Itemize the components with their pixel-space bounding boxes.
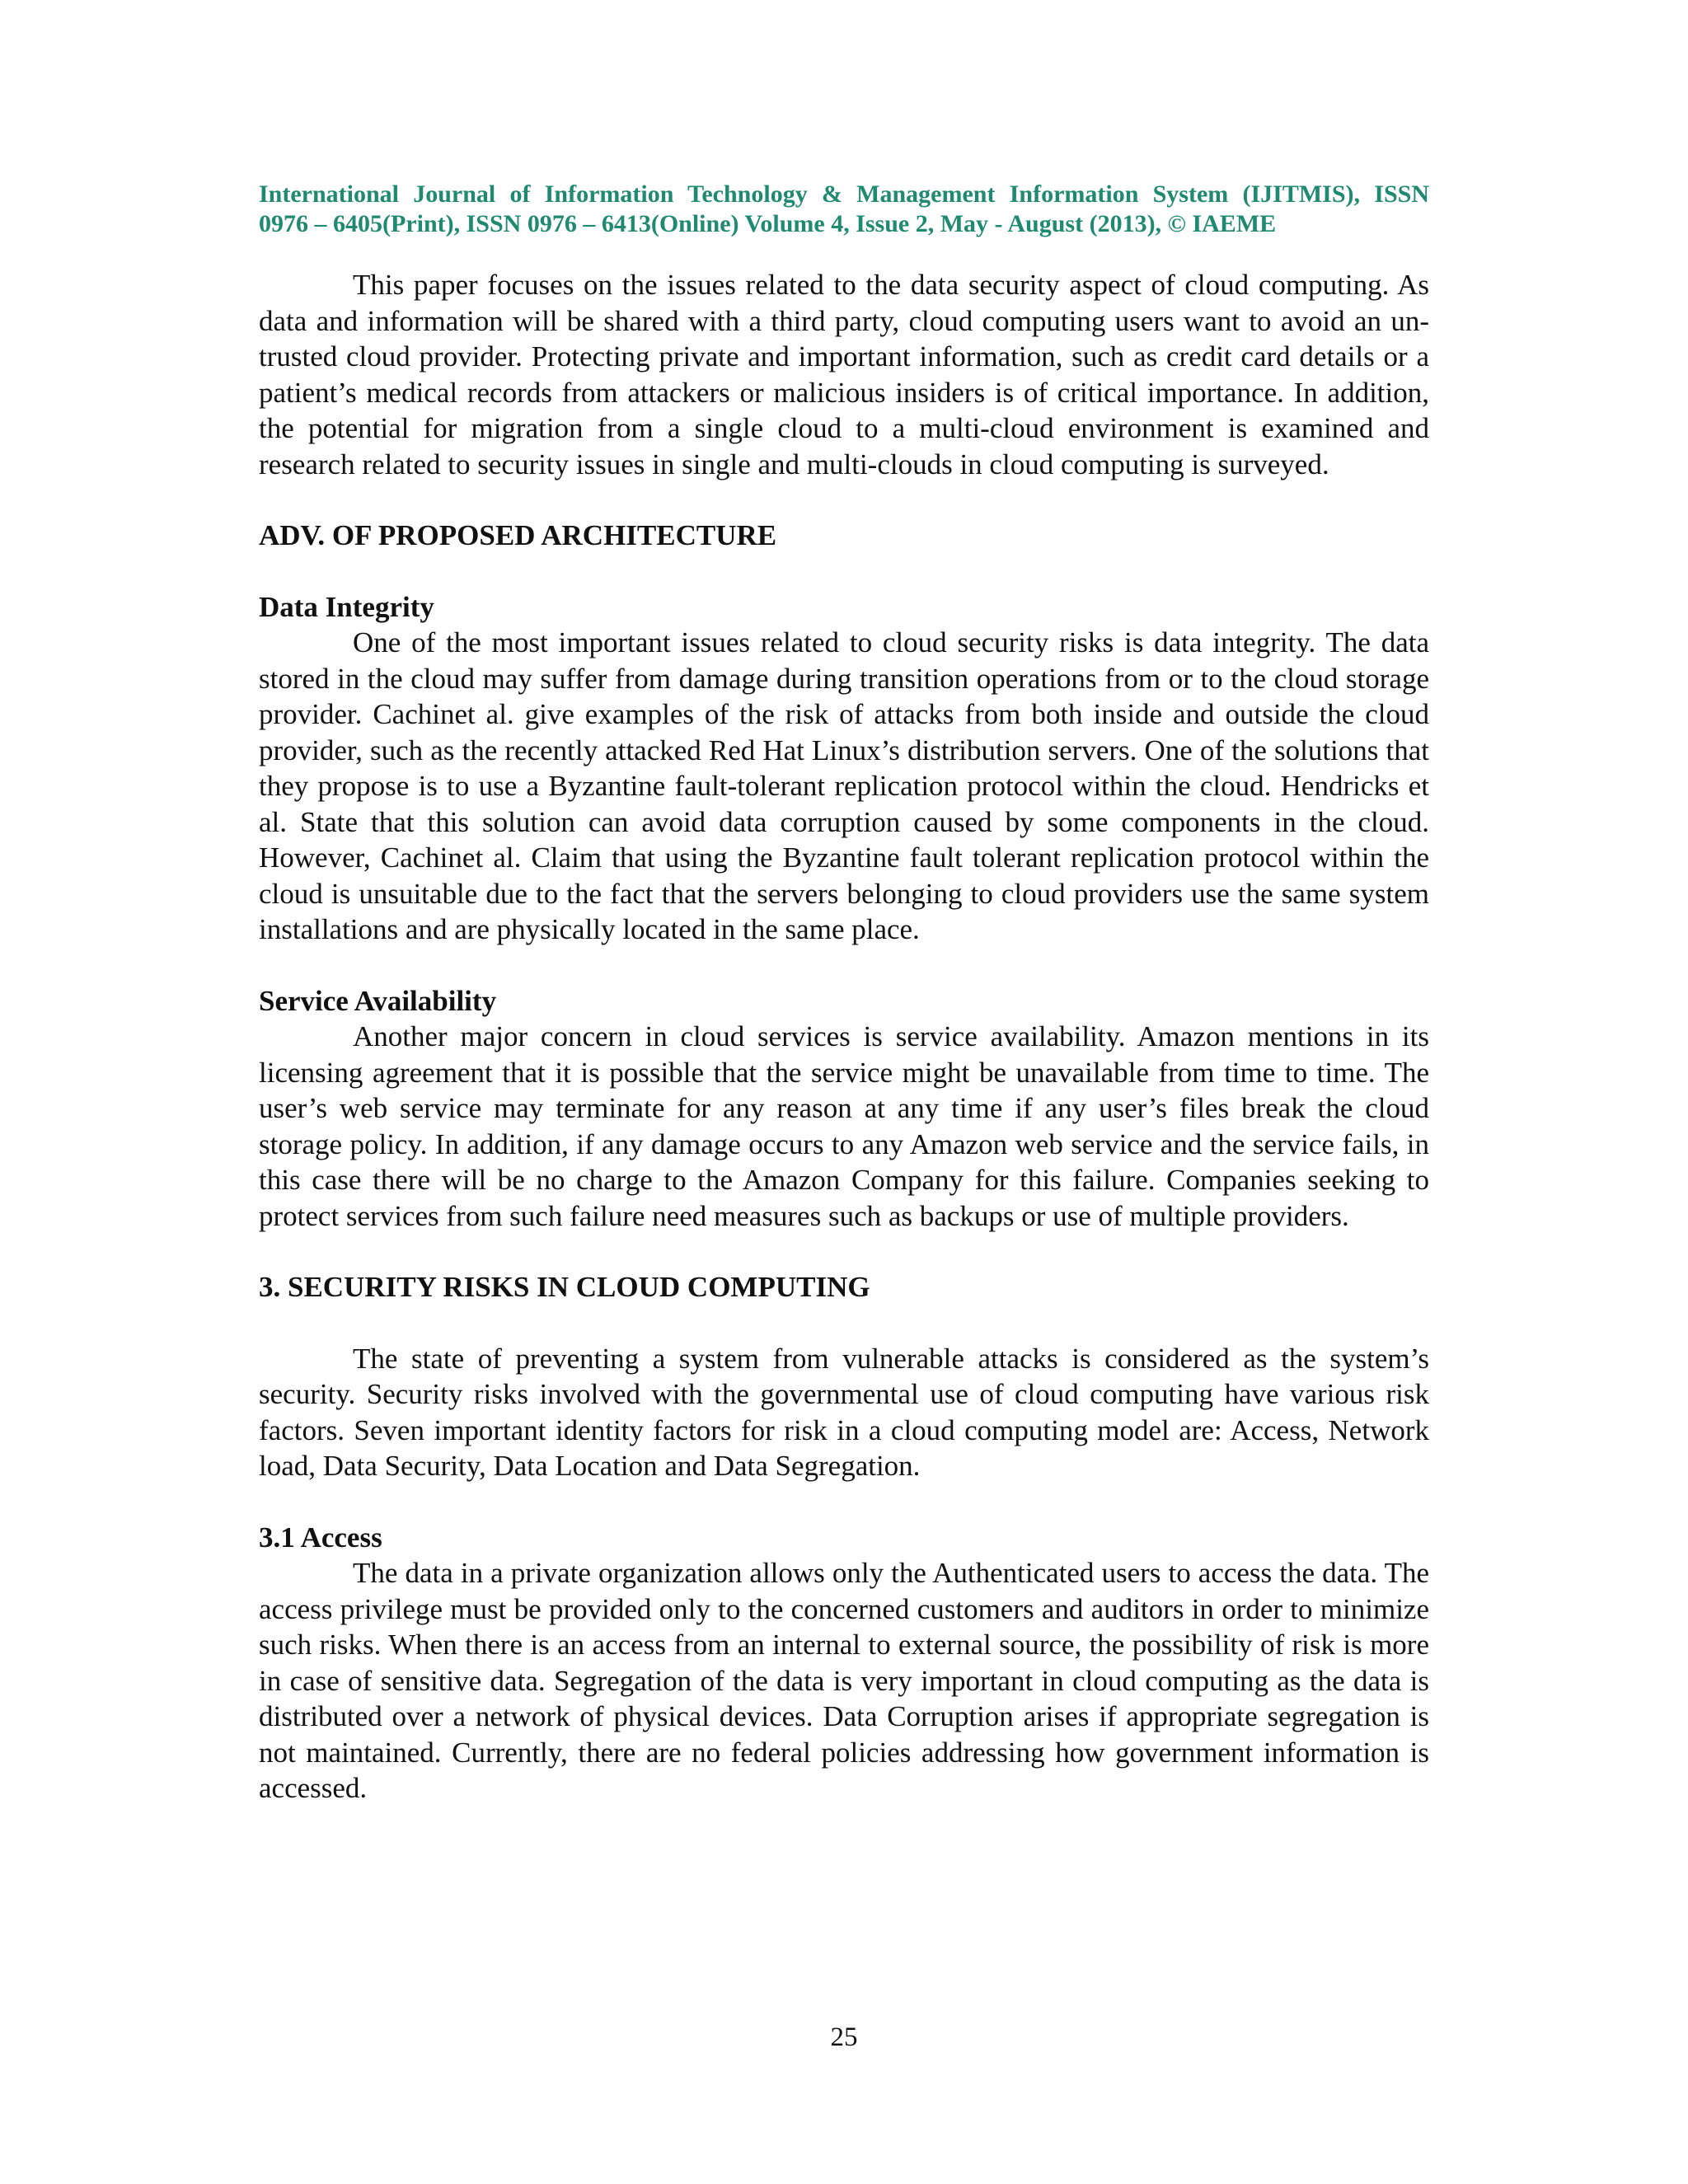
- journal-header-line-2: 0976 – 6405(Print), ISSN 0976 – 6413(Online) Volume 4, Issue 2, May - August (2013), © IAEME: [259, 210, 1277, 237]
- section-heading-adv-architecture: ADV. OF PROPOSED ARCHITECTURE: [259, 519, 777, 551]
- subsection-heading-data-integrity: Data Integrity: [259, 590, 434, 623]
- journal-header-line-1: International Journal of Information Technology & Management Information System (IJITMIS), ISSN: [259, 180, 1429, 208]
- data-integrity-paragraph: One of the most important issues related to cloud security risks is data integrity. The data stored in the cloud may suffer from damage during transition operations from or to the cloud storage provider. Cachinet al. give examples of the risk of attacks from both inside and outside the cloud provider, such as the recently attacked Red Hat Linux’s distribution servers. One of the solutions that they propose is to use a Byzantine fault-tolerant replication protocol within the cloud. Hendricks et al. State that this solution can avoid data corruption caused by some components in the cloud. However, Cachinet al. Claim that using the Byzantine fault tolerant replication protocol within the cloud is unsuitable due to the fact that the servers belonging to cloud providers use the same system installations and are physically located in the same place.: [259, 626, 1429, 945]
- page-content: [259, 180, 1429, 1807]
- service-availability-paragraph: Another major concern in cloud services is service availability. Amazon mentions in its licensing agreement that it is possible that the service might be unavailable from time to time. The user’s web service may terminate for any reason at any time if any user’s files break the cloud storage policy. In addition, if any damage occurs to any Amazon web service and the service fails, in this case there will be no charge to the Amazon Company for this failure. Companies seeking to protect services from such failure need measures such as backups or use of multiple providers.: [259, 1020, 1429, 1232]
- page-number: 25: [830, 2022, 858, 2052]
- subsection-heading-access: 3.1 Access: [259, 1521, 382, 1554]
- access-paragraph: The data in a private organization allows only the Authenticated users to access the data. The access privilege must be provided only to the concerned customers and auditors in order to minimize such risks. When there is an access from an internal to external source, the possibility of risk is more in case of sensitive data. Segregation of the data is very important in cloud computing as the data is distributed over a network of physical devices. Data Corruption arises if appropriate segregation is not maintained. Currently, there are no federal policies addressing how government information is accessed.: [259, 1557, 1429, 1804]
- intro-paragraph: This paper focuses on the issues related to the data security aspect of cloud computing. As data and information will be shared with a third party, cloud computing users want to avoid an un-trusted cloud provider. Protecting private and important information, such as credit card details or a patient’s medical records from attackers or malicious insiders is of critical importance. In addition, the potential for migration from a single cloud to a multi-cloud environment is examined and research related to security issues in single and multi-clouds in cloud computing is surveyed.: [259, 269, 1429, 480]
- subsection-heading-service-availability: Service Availability: [259, 984, 497, 1017]
- journal-header: [259, 180, 1429, 239]
- section-heading-security-risks: 3. SECURITY RISKS IN CLOUD COMPUTING: [259, 1271, 870, 1303]
- security-risks-paragraph: The state of preventing a system from vulnerable attacks is considered as the system’s security. Security risks involved with the governmental use of cloud computing have various risk factors. Seven important identity factors for risk in a cloud computing model are: Access, Network load, Data Security, Data Location and Data Segregation.: [259, 1342, 1429, 1482]
